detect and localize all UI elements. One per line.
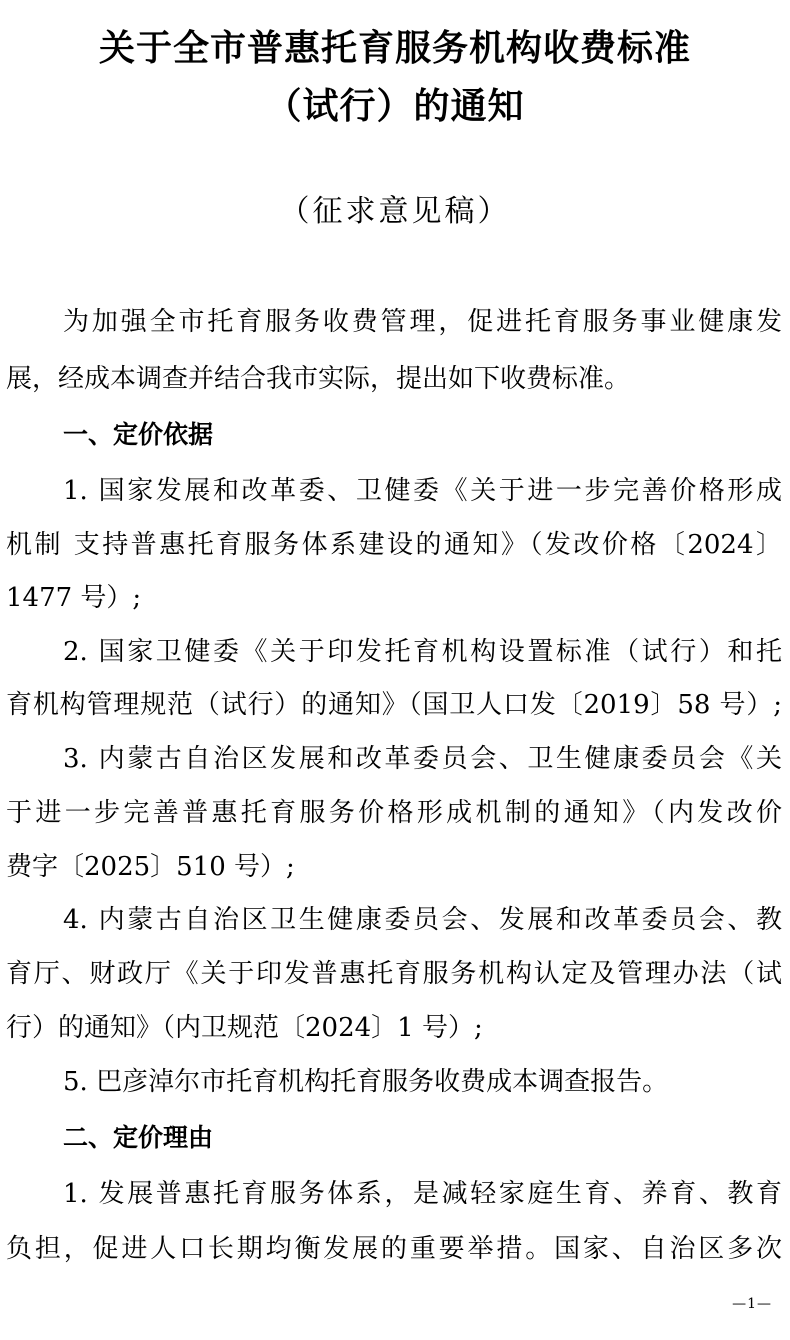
basis-3-line-1: 3. 内蒙古自治区发展和改革委员会、卫生健康委员会《关 xyxy=(63,744,782,774)
basis-1-line-2: 机制 支持普惠托育服务体系建设的通知》（发改价格〔2024〕 xyxy=(6,530,782,560)
intro-line-2: 展，经成本调查并结合我市实际，提出如下收费标准。 xyxy=(6,364,631,394)
page-number: —1— xyxy=(732,1296,772,1312)
basis-3-line-2: 于进一步完善普惠托育服务价格形成机制的通知》（内发改价 xyxy=(6,798,782,828)
basis-4-line-1: 4. 内蒙古自治区卫生健康委员会、发展和改革委员会、教 xyxy=(63,905,782,935)
basis-5-line-1: 5. 巴彦淖尔市托育机构托育服务收费成本调查报告。 xyxy=(63,1067,669,1097)
intro-line-1: 为加强全市托育服务收费管理，促进托育服务事业健康发 xyxy=(63,307,782,337)
reason-line-1: 1. 发展普惠托育服务体系，是减轻家庭生育、养育、教育 xyxy=(63,1179,782,1209)
section-2-heading: 二、定价理由 xyxy=(63,1123,214,1152)
section-1-heading: 一、定价依据 xyxy=(63,420,214,449)
reason-line-2: 负担，促进人口长期均衡发展的重要举措。国家、自治区多次 xyxy=(6,1234,782,1264)
basis-3-line-3: 费字〔2025〕510 号）; xyxy=(6,852,295,882)
basis-2-line-1: 2. 国家卫健委《关于印发托育机构设置标准（试行）和托 xyxy=(63,637,782,667)
document-subtitle: （征求意见稿） xyxy=(279,194,511,229)
basis-4-line-2: 育厅、财政厅《关于印发普惠托育服务机构认定及管理办法（试 xyxy=(6,959,782,989)
document-title-line-2: （试行）的通知 xyxy=(265,86,525,127)
basis-1-line-1: 1. 国家发展和改革委、卫健委《关于进一步完善价格形成 xyxy=(63,476,782,506)
basis-4-line-3: 行）的通知》（内卫规范〔2024〕1 号）; xyxy=(6,1013,483,1043)
basis-2-line-2: 育机构管理规范（试行）的通知》（国卫人口发〔2019〕58 号）; xyxy=(6,690,782,720)
document-title-line-1: 关于全市普惠托育服务机构收费标准 xyxy=(98,28,691,69)
basis-1-line-3: 1477 号）; xyxy=(6,583,142,613)
